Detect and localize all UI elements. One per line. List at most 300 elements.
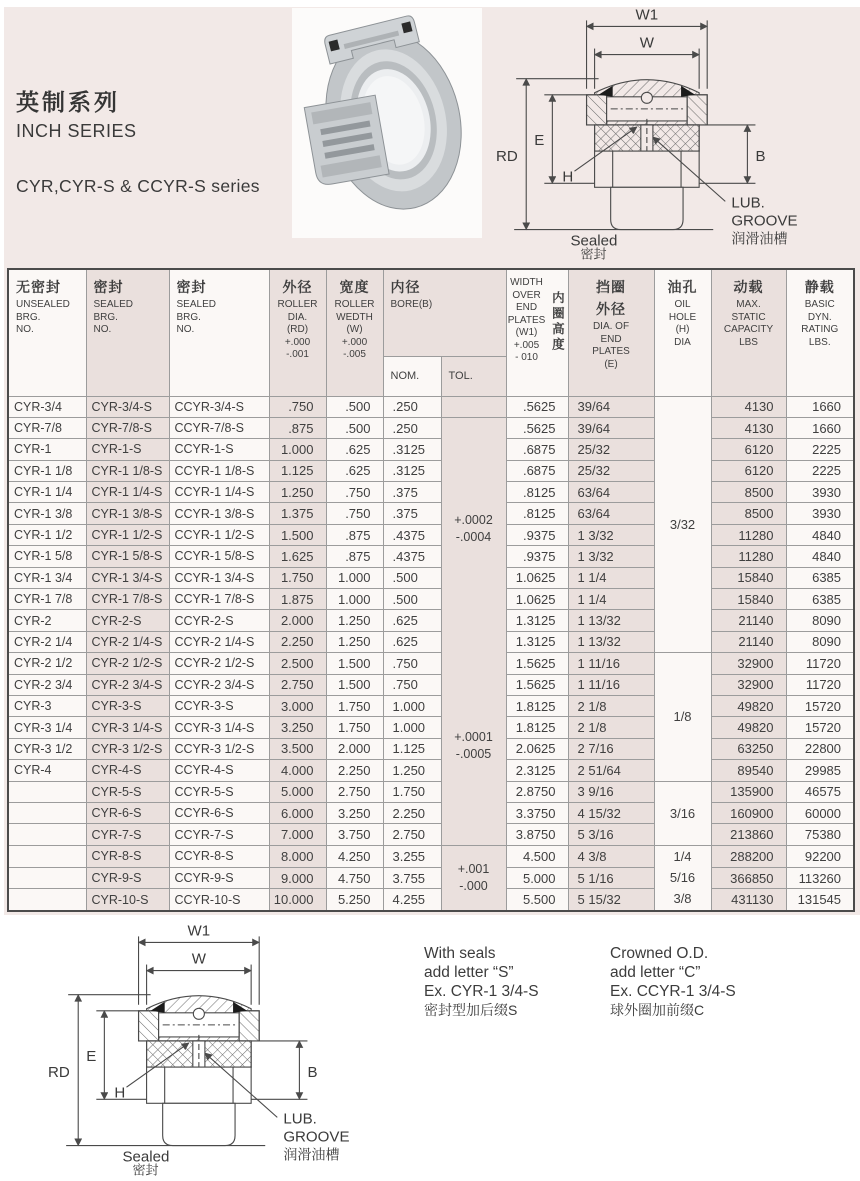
lub-groove-label-cn: 润滑油槽 [283,1146,340,1163]
table-row [8,610,854,631]
end-plate-dia-value: 4 3/8 [568,845,654,867]
w1-value: 2.0625 [506,738,568,759]
unsealed-bearing-no: CYR-3 1/2 [8,738,86,759]
roller-dia-value: 2.750 [269,674,326,695]
w1-value: .6875 [506,439,568,460]
table-row [8,653,854,674]
static-capacity-value: 6120 [711,439,786,460]
note-line-cn: 密封型加后缀S [424,1002,518,1018]
static-capacity-value: 366850 [711,867,786,889]
table-row [8,589,854,610]
lub-groove-label-2: GROOVE [283,1128,350,1146]
static-capacity-value: 21140 [711,631,786,652]
dyn-rating-value: 11720 [786,653,854,674]
sealed-bearing-no: CYR-7-S [86,824,169,845]
oil-hole-cell: 1/4 5/16 3/8 [654,845,711,911]
table-row [8,845,854,867]
unsealed-bearing-no: CYR-7/8 [8,417,86,438]
sealed-bearing-no: CYR-10-S [86,889,169,911]
unsealed-bearing-no [8,824,86,845]
sealed-bearing-no: CYR-1 1/2-S [86,524,169,545]
static-capacity-value: 32900 [711,653,786,674]
col-header-bore-tol: TOL. [441,356,506,396]
dim-label-h: H [562,168,574,186]
w1-value: 1.8125 [506,695,568,716]
dim-label-w1: W1 [187,922,211,940]
static-capacity-value: 89540 [711,760,786,781]
bore-nom-value: .3125 [383,439,441,460]
header-en: BASIC DYN. RATING LBS. [801,299,839,348]
unsealed-bearing-no: CYR-1 1/8 [8,460,86,481]
w1-value: .8125 [506,482,568,503]
roller-dia-value: 1.875 [269,589,326,610]
end-plate-dia-value: 1 13/32 [568,631,654,652]
dyn-rating-value: 2225 [786,439,854,460]
end-plate-dia-value: 4 15/32 [568,802,654,823]
dyn-rating-value: 29985 [786,760,854,781]
series-title: CYR,CYR-S & CCYR-S series [16,176,260,196]
dyn-rating-value: 11720 [786,674,854,695]
static-capacity-value: 8500 [711,503,786,524]
end-plate-dia-value: 25/32 [568,439,654,460]
sealed-bearing-no: CYR-1 1/4-S [86,482,169,503]
bore-tol-cell [441,396,506,417]
table-row [8,867,854,889]
header-en: DIA. OF END PLATES (E) [592,321,630,370]
end-plate-dia-value: 1 11/16 [568,674,654,695]
bore-nom-value: 1.000 [383,717,441,738]
static-capacity-value: 6120 [711,460,786,481]
bore-nom-value: .750 [383,653,441,674]
roller-dia-value: 9.000 [269,867,326,889]
w1-value: .5625 [506,417,568,438]
roller-width-value: 1.750 [326,695,383,716]
bore-nom-value: 3.755 [383,867,441,889]
w1-value: .5625 [506,396,568,417]
header-en: BORE(B) [390,299,433,310]
dyn-rating-value: 4840 [786,546,854,567]
title-block [16,84,137,142]
sealed-label-en: Sealed [122,1148,170,1166]
static-capacity-value: 135900 [711,781,786,802]
note-line: add letter “S” [424,964,514,981]
end-plate-dia-value: 2 1/8 [568,717,654,738]
w1-value: 1.0625 [506,589,568,610]
end-plate-dia-value: 1 1/4 [568,567,654,588]
table-row [8,824,854,845]
roller-width-value: 3.750 [326,824,383,845]
roller-dia-value: 8.000 [269,845,326,867]
header-cn-vertical: 内圈高度 [550,290,565,353]
sealed-bearing-no: CYR-9-S [86,867,169,889]
sealed-bearing-no: CYR-2 1/2-S [86,653,169,674]
note-line: Crowned O.D. [610,945,709,962]
dyn-rating-value: 15720 [786,717,854,738]
header-row-1 [8,269,854,356]
bore-nom-value: 1.000 [383,695,441,716]
col-header-oil_hole [654,269,711,396]
crowned-sealed-bearing-no: CCYR-2 3/4-S [169,674,269,695]
dim-label-h: H [114,1084,126,1102]
sealed-label-cn: 密封 [580,246,607,260]
end-plate-dia-value: 63/64 [568,503,654,524]
table-row [8,781,854,802]
dim-label-e: E [534,132,545,150]
header-cn: 宽度 [339,279,370,295]
header-en: UNSEALED BRG. NO. [16,299,70,335]
dyn-rating-value: 1660 [786,396,854,417]
header-cn: 外径 [596,301,627,317]
roller-dia-value: 2.250 [269,631,326,652]
crowned-sealed-bearing-no: CCYR-6-S [169,802,269,823]
dyn-rating-value: 6385 [786,589,854,610]
roller-width-value: 2.250 [326,760,383,781]
crowned-sealed-bearing-no: CCYR-1 3/4-S [169,567,269,588]
roller-dia-value: 1.750 [269,567,326,588]
roller-width-value: .750 [326,503,383,524]
w1-value: 4.500 [506,845,568,867]
crowned-sealed-bearing-no: CCYR-2-S [169,610,269,631]
w1-value: .9375 [506,546,568,567]
w1-value: .9375 [506,524,568,545]
header-cn: 静载 [804,279,835,295]
col-header-unsealed [8,269,86,396]
header-cn: 密封 [93,279,124,295]
note-crowned-od [610,944,736,1020]
sealed-bearing-no: CYR-1 3/8-S [86,503,169,524]
page-title-english: INCH SERIES [16,121,137,141]
end-plate-dia-value: 2 1/8 [568,695,654,716]
w1-value: 5.500 [506,889,568,911]
roller-dia-value: 6.000 [269,802,326,823]
bore-nom-value: .375 [383,482,441,503]
crowned-sealed-bearing-no: CCYR-1 1/2-S [169,524,269,545]
col-header-bore-nom: NOM. [383,356,441,396]
table-row [8,717,854,738]
end-plate-dia-value: 39/64 [568,417,654,438]
note-line-cn: 球外圈加前缀C [610,1002,705,1018]
static-capacity-value: 4130 [711,417,786,438]
unsealed-bearing-no [8,867,86,889]
bore-nom-value: .3125 [383,460,441,481]
oil-hole-cell: 3/16 [654,781,711,845]
sealed-bearing-no: CYR-6-S [86,802,169,823]
dyn-rating-value: 75380 [786,824,854,845]
sealed-bearing-no: CYR-3 1/2-S [86,738,169,759]
cross-section-diagram-top [486,4,858,260]
w1-value: 3.8750 [506,824,568,845]
note-line: add letter “C” [610,964,701,981]
crowned-sealed-bearing-no: CCYR-1 1/4-S [169,482,269,503]
roller-dia-value: 5.000 [269,781,326,802]
lub-groove-label-1: LUB. [731,194,765,212]
dyn-rating-value: 2225 [786,460,854,481]
note-with-seals [424,944,539,1020]
dyn-rating-value: 1660 [786,417,854,438]
roller-dia-value: 7.000 [269,824,326,845]
roller-width-value: 1.250 [326,610,383,631]
static-capacity-value: 49820 [711,695,786,716]
bore-nom-value: 1.125 [383,738,441,759]
header-cn: 挡圈 [596,279,627,295]
roller-dia-value: 3.500 [269,738,326,759]
end-plate-dia-value: 1 11/16 [568,653,654,674]
header-en: MAX. STATIC CAPACITY LBS [723,299,774,348]
roller-dia-value: .750 [269,396,326,417]
dyn-rating-value: 15720 [786,695,854,716]
unsealed-bearing-no [8,781,86,802]
unsealed-bearing-no: CYR-4 [8,760,86,781]
bore-nom-value: 3.255 [383,845,441,867]
lub-groove-label-2: GROOVE [731,212,798,230]
bearing-photo-illustration [292,8,482,238]
static-capacity-value: 63250 [711,738,786,759]
crowned-sealed-bearing-no: CCYR-2 1/4-S [169,631,269,652]
w1-value: 1.3125 [506,610,568,631]
sealed-bearing-no: CYR-8-S [86,845,169,867]
dim-label-w1: W1 [635,6,659,24]
unsealed-bearing-no: CYR-2 [8,610,86,631]
bore-nom-value: 2.750 [383,824,441,845]
table-row [8,567,854,588]
bore-nom-value: 4.255 [383,889,441,911]
roller-width-value: 1.500 [326,653,383,674]
bore-nom-value: 2.250 [383,802,441,823]
page-title-chinese: 英制系列 [16,89,120,115]
roller-dia-value: 1.500 [269,524,326,545]
static-capacity-value: 4130 [711,396,786,417]
sealed-bearing-no: CYR-1 1/8-S [86,460,169,481]
dim-label-w: W [639,34,654,52]
dyn-rating-value: 8090 [786,631,854,652]
header-en: SEALED BRG. NO. [93,299,133,335]
sealed-bearing-no: CYR-1 7/8-S [86,589,169,610]
table-row [8,503,854,524]
roller-dia-value: 10.000 [269,889,326,911]
end-plate-dia-value: 39/64 [568,396,654,417]
static-capacity-value: 160900 [711,802,786,823]
table-row [8,695,854,716]
end-plate-dia-value: 5 1/16 [568,867,654,889]
bore-nom-value: .500 [383,589,441,610]
sealed-bearing-no: CYR-3/4-S [86,396,169,417]
crowned-sealed-bearing-no: CCYR-1 3/8-S [169,503,269,524]
roller-width-value: 5.250 [326,889,383,911]
table-row [8,802,854,823]
sealed-bearing-no: CYR-1 3/4-S [86,567,169,588]
w1-value: 1.5625 [506,653,568,674]
table-row [8,760,854,781]
dyn-rating-value: 4840 [786,524,854,545]
header-cn: 无密封 [16,279,61,295]
header-flex [507,270,568,365]
crowned-sealed-bearing-no: CCYR-8-S [169,845,269,867]
bore-nom-value: .750 [383,674,441,695]
col-header-static_capacity [711,269,786,396]
roller-width-value: 2.750 [326,781,383,802]
unsealed-bearing-no: CYR-1 [8,439,86,460]
roller-dia-value: .875 [269,417,326,438]
roller-dia-value: 4.000 [269,760,326,781]
table-row [8,417,854,438]
lub-groove-label-1: LUB. [283,1110,317,1128]
sealed-bearing-no: CYR-3-S [86,695,169,716]
table-header [8,269,854,396]
header-en: OIL HOLE (H) DIA [668,299,697,348]
sealed-bearing-no: CYR-1-S [86,439,169,460]
table-row [8,482,854,503]
roller-dia-value: 2.000 [269,610,326,631]
roller-dia-value: 3.250 [269,717,326,738]
bore-nom-value: .250 [383,396,441,417]
bore-tol-cell: +.001 -.000 [441,845,506,911]
col-header-roller_dia [269,269,326,396]
crowned-sealed-bearing-no: CCYR-1 7/8-S [169,589,269,610]
spec-table [7,268,855,912]
crowned-sealed-bearing-no: CCYR-9-S [169,867,269,889]
bore-nom-value: .625 [383,631,441,652]
roller-width-value: 4.250 [326,845,383,867]
dim-label-b: B [307,1064,318,1082]
unsealed-bearing-no: CYR-2 1/2 [8,653,86,674]
w1-value: 1.8125 [506,717,568,738]
static-capacity-value: 21140 [711,610,786,631]
sealed-label-cn: 密封 [132,1162,159,1176]
header-en: ROLLER DIA. (RD) +.000 -.001 [277,299,318,360]
static-capacity-value: 213860 [711,824,786,845]
dim-label-e: E [86,1048,97,1066]
roller-dia-value: 1.250 [269,482,326,503]
table-row [8,439,854,460]
end-plate-dia-value: 3 9/16 [568,781,654,802]
roller-width-value: 1.250 [326,631,383,652]
end-plate-dia-value: 1 13/32 [568,610,654,631]
roller-dia-value: 3.000 [269,695,326,716]
bore-nom-value: .4375 [383,546,441,567]
lub-groove-label-cn: 润滑油槽 [731,230,788,247]
crowned-sealed-bearing-no: CCYR-3 1/2-S [169,738,269,759]
cross-section-diagram-bottom [38,920,410,1176]
roller-width-value: .500 [326,417,383,438]
bore-nom-value: .250 [383,417,441,438]
unsealed-bearing-no [8,889,86,911]
bore-tol-cell [441,417,506,845]
roller-dia-value: 1.125 [269,460,326,481]
dyn-rating-value: 3930 [786,482,854,503]
static-capacity-value: 11280 [711,546,786,567]
header-cn: 内径 [390,279,421,295]
roller-width-value: 1.750 [326,717,383,738]
unsealed-bearing-no: CYR-1 7/8 [8,589,86,610]
col-header-w1 [506,269,568,396]
bore-nom-value: 1.750 [383,781,441,802]
w1-value: 1.5625 [506,674,568,695]
roller-width-value: .875 [326,524,383,545]
static-capacity-value: 32900 [711,674,786,695]
roller-width-value: 4.750 [326,867,383,889]
crowned-sealed-bearing-no: CCYR-1-S [169,439,269,460]
tolerance-block: +.0002 -.0004 [454,512,493,544]
roller-width-value: .625 [326,439,383,460]
end-plate-dia-value: 1 3/32 [568,524,654,545]
unsealed-bearing-no: CYR-1 3/8 [8,503,86,524]
table-row [8,631,854,652]
end-plate-dia-value: 5 15/32 [568,889,654,911]
static-capacity-value: 15840 [711,589,786,610]
table-row [8,889,854,911]
roller-width-value: 1.000 [326,567,383,588]
bearing-cutaway-wedge [304,95,389,186]
dim-label-rd: RD [496,148,518,166]
unsealed-bearing-no [8,845,86,867]
note-line: Ex. CCYR-1 3/4-S [610,983,736,1000]
table-row [8,396,854,417]
end-plate-dia-value: 1 3/32 [568,546,654,567]
end-plate-dia-value: 1 1/4 [568,589,654,610]
dyn-rating-value: 6385 [786,567,854,588]
crowned-sealed-bearing-no: CCYR-1 1/8-S [169,460,269,481]
unsealed-bearing-no: CYR-1 1/2 [8,524,86,545]
w1-value: 2.8750 [506,781,568,802]
crowned-sealed-bearing-no: CCYR-7-S [169,824,269,845]
dyn-rating-value: 3930 [786,503,854,524]
oil-hole-cell: 1/8 [654,653,711,781]
unsealed-bearing-no: CYR-1 1/4 [8,482,86,503]
bore-nom-value: 1.250 [383,760,441,781]
sealed-bearing-no: CYR-2 1/4-S [86,631,169,652]
sealed-bearing-no: CYR-1 5/8-S [86,546,169,567]
unsealed-bearing-no: CYR-3 [8,695,86,716]
static-capacity-value: 15840 [711,567,786,588]
col-header-bore [383,269,506,356]
table-row [8,674,854,695]
header-en: WIDTH OVER END PLATES (W1) +.005 - 010 [507,277,546,363]
header-cn: 外径 [282,279,313,295]
unsealed-bearing-no: CYR-2 3/4 [8,674,86,695]
roller-width-value: 3.250 [326,802,383,823]
crowned-sealed-bearing-no: CCYR-10-S [169,889,269,911]
roller-width-value: .875 [326,546,383,567]
static-capacity-value: 11280 [711,524,786,545]
sealed-bearing-no: CYR-2-S [86,610,169,631]
header-en: SEALED BRG. NO. [176,299,216,335]
table-row [8,738,854,759]
end-plate-dia-value: 5 3/16 [568,824,654,845]
table-row [8,460,854,481]
sealed-label-en: Sealed [570,232,618,250]
sealed-bearing-no: CYR-2 3/4-S [86,674,169,695]
dyn-rating-value: 60000 [786,802,854,823]
unsealed-bearing-no [8,802,86,823]
bore-nom-value: .500 [383,567,441,588]
roller-dia-value: 1.000 [269,439,326,460]
dyn-rating-value: 22800 [786,738,854,759]
end-plate-dia-value: 25/32 [568,460,654,481]
w1-value: 1.0625 [506,567,568,588]
col-header-dyn_rating [786,269,854,396]
end-plate-dia-value: 63/64 [568,482,654,503]
note-line: Ex. CYR-1 3/4-S [424,983,539,1000]
oil-hole-cell: 3/32 [654,396,711,653]
sealed-bearing-no: CYR-4-S [86,760,169,781]
sealed-bearing-no: CYR-3 1/4-S [86,717,169,738]
static-capacity-value: 8500 [711,482,786,503]
col-header-roller_width [326,269,383,396]
end-plate-dia-value: 2 51/64 [568,760,654,781]
w1-value: 2.3125 [506,760,568,781]
dyn-rating-value: 131545 [786,889,854,911]
crowned-sealed-bearing-no: CCYR-2 1/2-S [169,653,269,674]
